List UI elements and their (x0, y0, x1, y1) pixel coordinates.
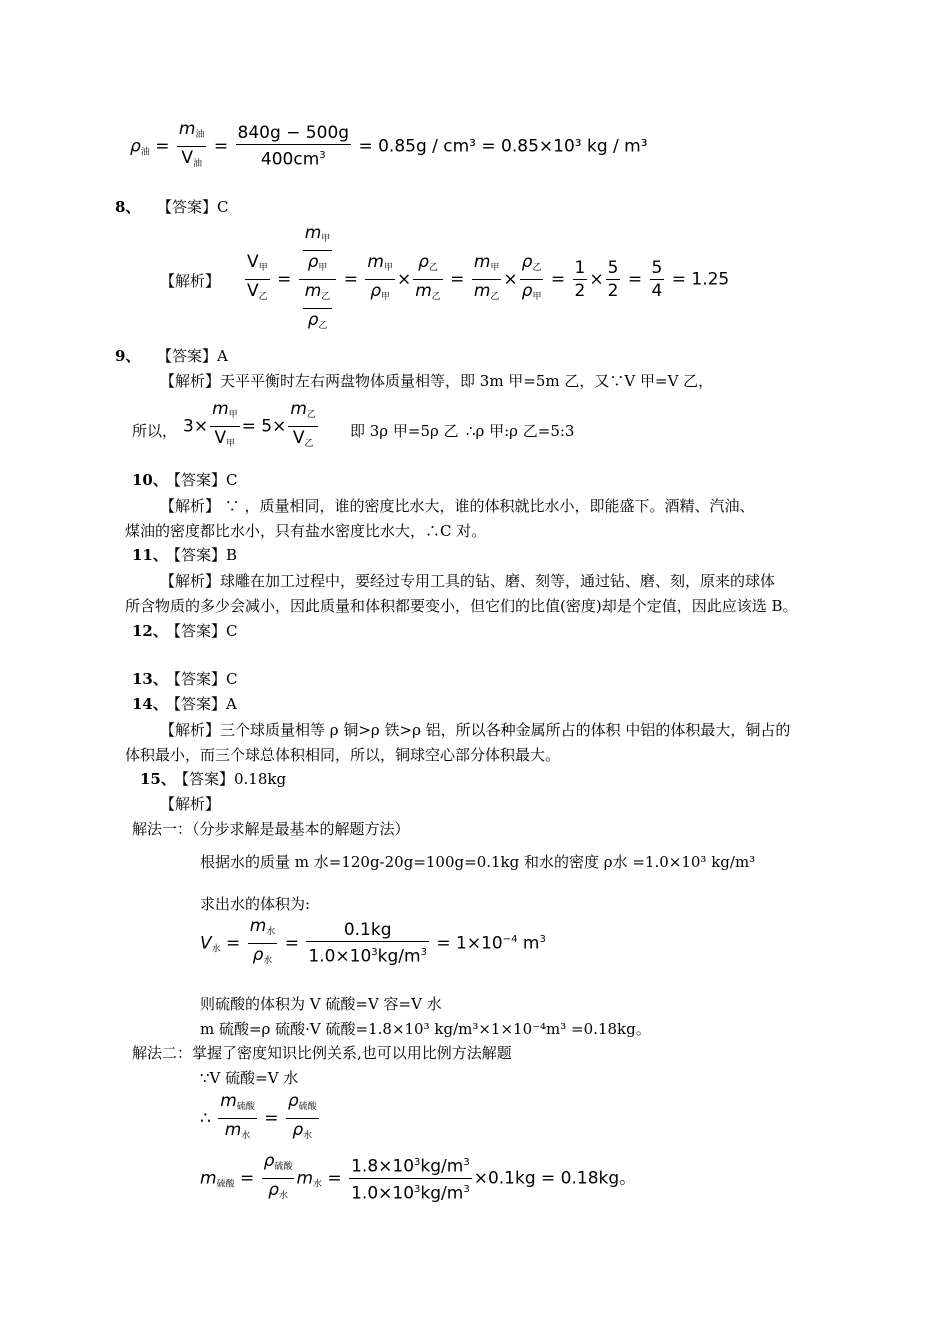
q13-number: 13、 (132, 670, 168, 688)
mass-over-volume-fraction (177, 118, 207, 175)
q14-line1: 【解析】三个球质量相等 ρ 铜>ρ 铁>ρ 铝，所以各种金属所占的体积 中铝的体积最大，铜占的 (160, 721, 791, 739)
q15-method1: 解法一：（分步求解是最基本的解题方法） (132, 820, 410, 838)
q10-answer: 【答案】C (166, 471, 238, 489)
q9-formula: 3× $\frac{m_甲}{V_甲}$ = 5× $\frac{m_乙}{V_乙}$ (183, 399, 316, 449)
q12-answer: 【答案】C (166, 622, 238, 640)
q15-ratio-formula: ∴ $\frac{m_{硫酸}}{m_水}$ = $\frac{\rho_{硫酸}}{\rho_水}$ (200, 1091, 317, 1141)
q8-analysis-label: 【解析】 (160, 272, 221, 290)
q9-then: 即 3ρ 甲=5ρ 乙 (350, 422, 459, 440)
compound-fraction: $\frac{\frac{m_甲}{\rho_甲}}{\frac{m_乙}{\rho_乙}}$ (299, 222, 337, 337)
q9-number: 9、 (115, 347, 141, 365)
q12-number: 12、 (132, 622, 168, 640)
mass-subscript: 油 (195, 130, 205, 140)
q7-result: = 0.85g / cm³ = 0.85×10³ kg / m³ (358, 136, 648, 157)
q8-answer: 【答案】C (157, 198, 229, 216)
q11-answer: 【答案】B (166, 546, 238, 564)
q15-m2-line1: ∵V 硫酸=V 水 (200, 1069, 299, 1087)
q14-answer: 【答案】A (166, 695, 237, 713)
q15-number: 15、 (140, 770, 176, 788)
volume-subscript: 油 (192, 159, 202, 169)
volume-symbol: V (181, 148, 193, 168)
fraction-denominator: 400cm (260, 149, 320, 170)
q9-therefore: ∴ρ 甲:ρ 乙=5:3 (466, 422, 575, 440)
q10-number: 10、 (132, 471, 168, 489)
q8-number: 8、 (115, 198, 141, 216)
equals-sign: = (155, 136, 170, 157)
rho-subscript: 油 (140, 147, 150, 158)
q9-analysis: 【解析】天平平衡时左右两盘物体质量相等，即 3m 甲=5m 乙，又∵V 甲=V 乙， (160, 372, 714, 390)
q15-m1-line2: 求出水的体积为: (200, 895, 311, 913)
mass-symbol: m (178, 119, 196, 139)
q10-line1: 【解析】 ∵ ，质量相同，谁的密度比水大，谁的体积就比水小，即能盛下。酒精、汽油、 (160, 497, 755, 515)
q14-line2: 体积最小，而三个球总体积相同，所以，铜球空心部分体积最大。 (125, 746, 561, 764)
denominator-exponent: 3 (319, 150, 326, 162)
q11-number: 11、 (132, 546, 168, 564)
rho-symbol: ρ (130, 136, 141, 157)
q7-density-formula (130, 118, 648, 175)
equals-sign: = (213, 136, 229, 157)
v-ratio-fraction: $\frac{V_甲}{V_乙}$ (247, 252, 268, 302)
q10-line2: 煤油的密度都比水小，只有盐水密度比水大，∴C 对。 (125, 522, 487, 540)
q9-so-label: 所以， (132, 422, 178, 440)
q11-line2: 所含物质的多少会减小，因此质量和体积都要变小，但它们的比值(密度)却是个定值，因此应该选 B。 (125, 597, 798, 615)
fraction-numerator: 840g − 500g (237, 123, 350, 144)
q15-m1-line1: 根据水的质量 m 水=120g-20g=100g=0.1kg 和水的密度 ρ水 =1.0×10³ kg/m³ (200, 853, 756, 871)
q8-ratio-formula: $\frac{V_甲}{V_乙}$ = $\frac{\frac{m_甲}{\rho_甲}}{\frac{m_乙}{\rho_乙}}$ = $\frac{m_甲}{\rho_甲}$ × $\frac{\rho_乙}{m_乙}$ = $\frac{m_甲}{m_乙}$ × $\frac{\rho_乙}{\rho_甲}$ = $\frac{1}{2}$ × $\frac{5}{2}$ = $\frac{5}{4}$ = 1.25 (243, 222, 729, 337)
q15-method2: 解法二：掌握了密度知识比例关系,也可以用比例方法解题 (132, 1044, 512, 1062)
q15-m1-line3: 则硫酸的体积为 V 硫酸=V 容=V 水 (200, 995, 442, 1013)
q15-mass-formula: $m_{硫酸}$ = $\frac{\rho_{硫酸}}{\rho_水}$ $m_水$ = $\frac{1.8\times 10^3kg/m^3}{1.0\times 10^3kg/m^3}$ ×0.1kg = 0.18kg。 (200, 1151, 637, 1204)
q9-answer: 【答案】A (157, 347, 228, 365)
q15-volume-formula: $V_水$ = $\frac{m_水}{\rho_水}$ = $\frac{0.1kg}{1.0\times 10^3kg/m^3}$ = $1\times 10^{-4}$ $m^3$ (200, 916, 546, 967)
q15-answer: 【答案】0.18kg (174, 770, 287, 788)
q14-number: 14、 (132, 695, 168, 713)
numeric-fraction (236, 122, 352, 171)
q11-line1: 【解析】球雕在加工过程中，要经过专用工具的钻、磨、刻等，通过钻、磨、刻，原来的球体 (160, 572, 776, 590)
q15-analysis-label: 【解析】 (160, 795, 221, 813)
q13-answer: 【答案】C (166, 670, 238, 688)
q15-m1-line4: m 硫酸=ρ 硫酸·V 硫酸=1.8×10³ kg/m³×1×10⁻⁴m³ =0.18kg。 (200, 1020, 651, 1038)
